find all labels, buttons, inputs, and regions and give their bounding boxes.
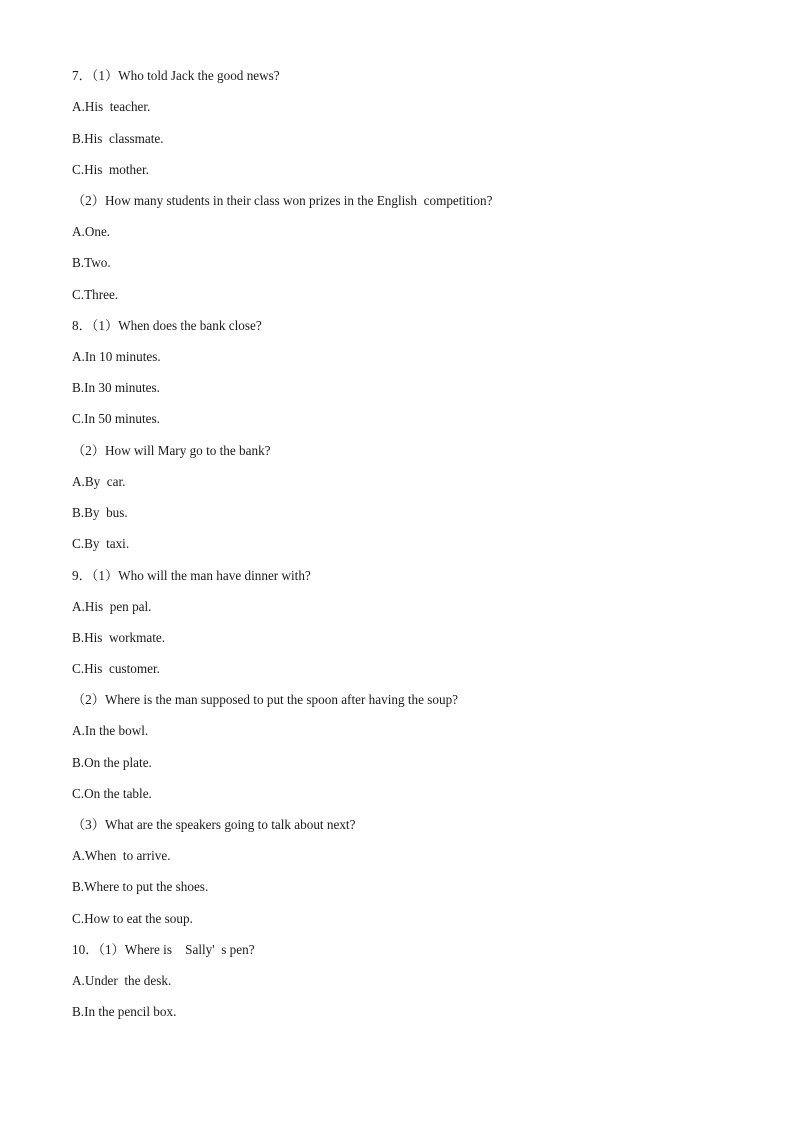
question-7-2: （2）How many students in their class won prizes in the English competition? <box>72 193 493 208</box>
question-10-1-option-b: B.In the pencil box. <box>72 1004 177 1019</box>
question-9-2-option-b: B.On the plate. <box>72 755 152 770</box>
question-9-1-option-a: A.His pen pal. <box>72 599 152 614</box>
question-7-1-option-a: A.His teacher. <box>72 99 151 114</box>
question-9-2-option-a: A.In the bowl. <box>72 723 149 738</box>
question-9-2: （2）Where is the man supposed to put the spoon after having the soup? <box>72 692 459 707</box>
question-8-2: （2）How will Mary go to the bank? <box>72 443 271 458</box>
question-8-1-option-c: C.In 50 minutes. <box>72 411 160 426</box>
question-8-2-option-b: B.By bus. <box>72 505 128 520</box>
question-8-2-option-a: A.By car. <box>72 474 126 489</box>
question-8-1: 8．（1）When does the bank close? <box>72 318 262 333</box>
question-7-2-option-b: B.Two. <box>72 255 111 270</box>
question-8-1-option-b: B.In 30 minutes. <box>72 380 160 395</box>
question-9-3-option-b: B.Where to put the shoes. <box>72 879 209 894</box>
question-9-3-option-a: A.When to arrive. <box>72 848 171 863</box>
question-9-2-option-c: C.On the table. <box>72 786 152 801</box>
question-10-1-option-a: A.Under the desk. <box>72 973 172 988</box>
question-8-1-option-a: A.In 10 minutes. <box>72 349 161 364</box>
question-7-2-option-c: C.Three. <box>72 287 119 302</box>
question-7-1: 7．（1）Who told Jack the good news? <box>72 68 280 83</box>
question-7-1-option-c: C.His mother. <box>72 162 149 177</box>
question-10-1: 10．（1）Where is Sally' s pen? <box>72 942 255 957</box>
question-9-1: 9．（1）Who will the man have dinner with? <box>72 568 311 583</box>
question-7-2-option-a: A.One. <box>72 224 111 239</box>
question-7-1-option-b: B.His classmate. <box>72 131 164 146</box>
question-8-2-option-c: C.By taxi. <box>72 536 130 551</box>
question-9-1-option-c: C.His customer. <box>72 661 160 676</box>
question-9-1-option-b: B.His workmate. <box>72 630 166 645</box>
question-9-3-option-c: C.How to eat the soup. <box>72 911 193 926</box>
question-9-3: （3）What are the speakers going to talk about next? <box>72 817 356 832</box>
